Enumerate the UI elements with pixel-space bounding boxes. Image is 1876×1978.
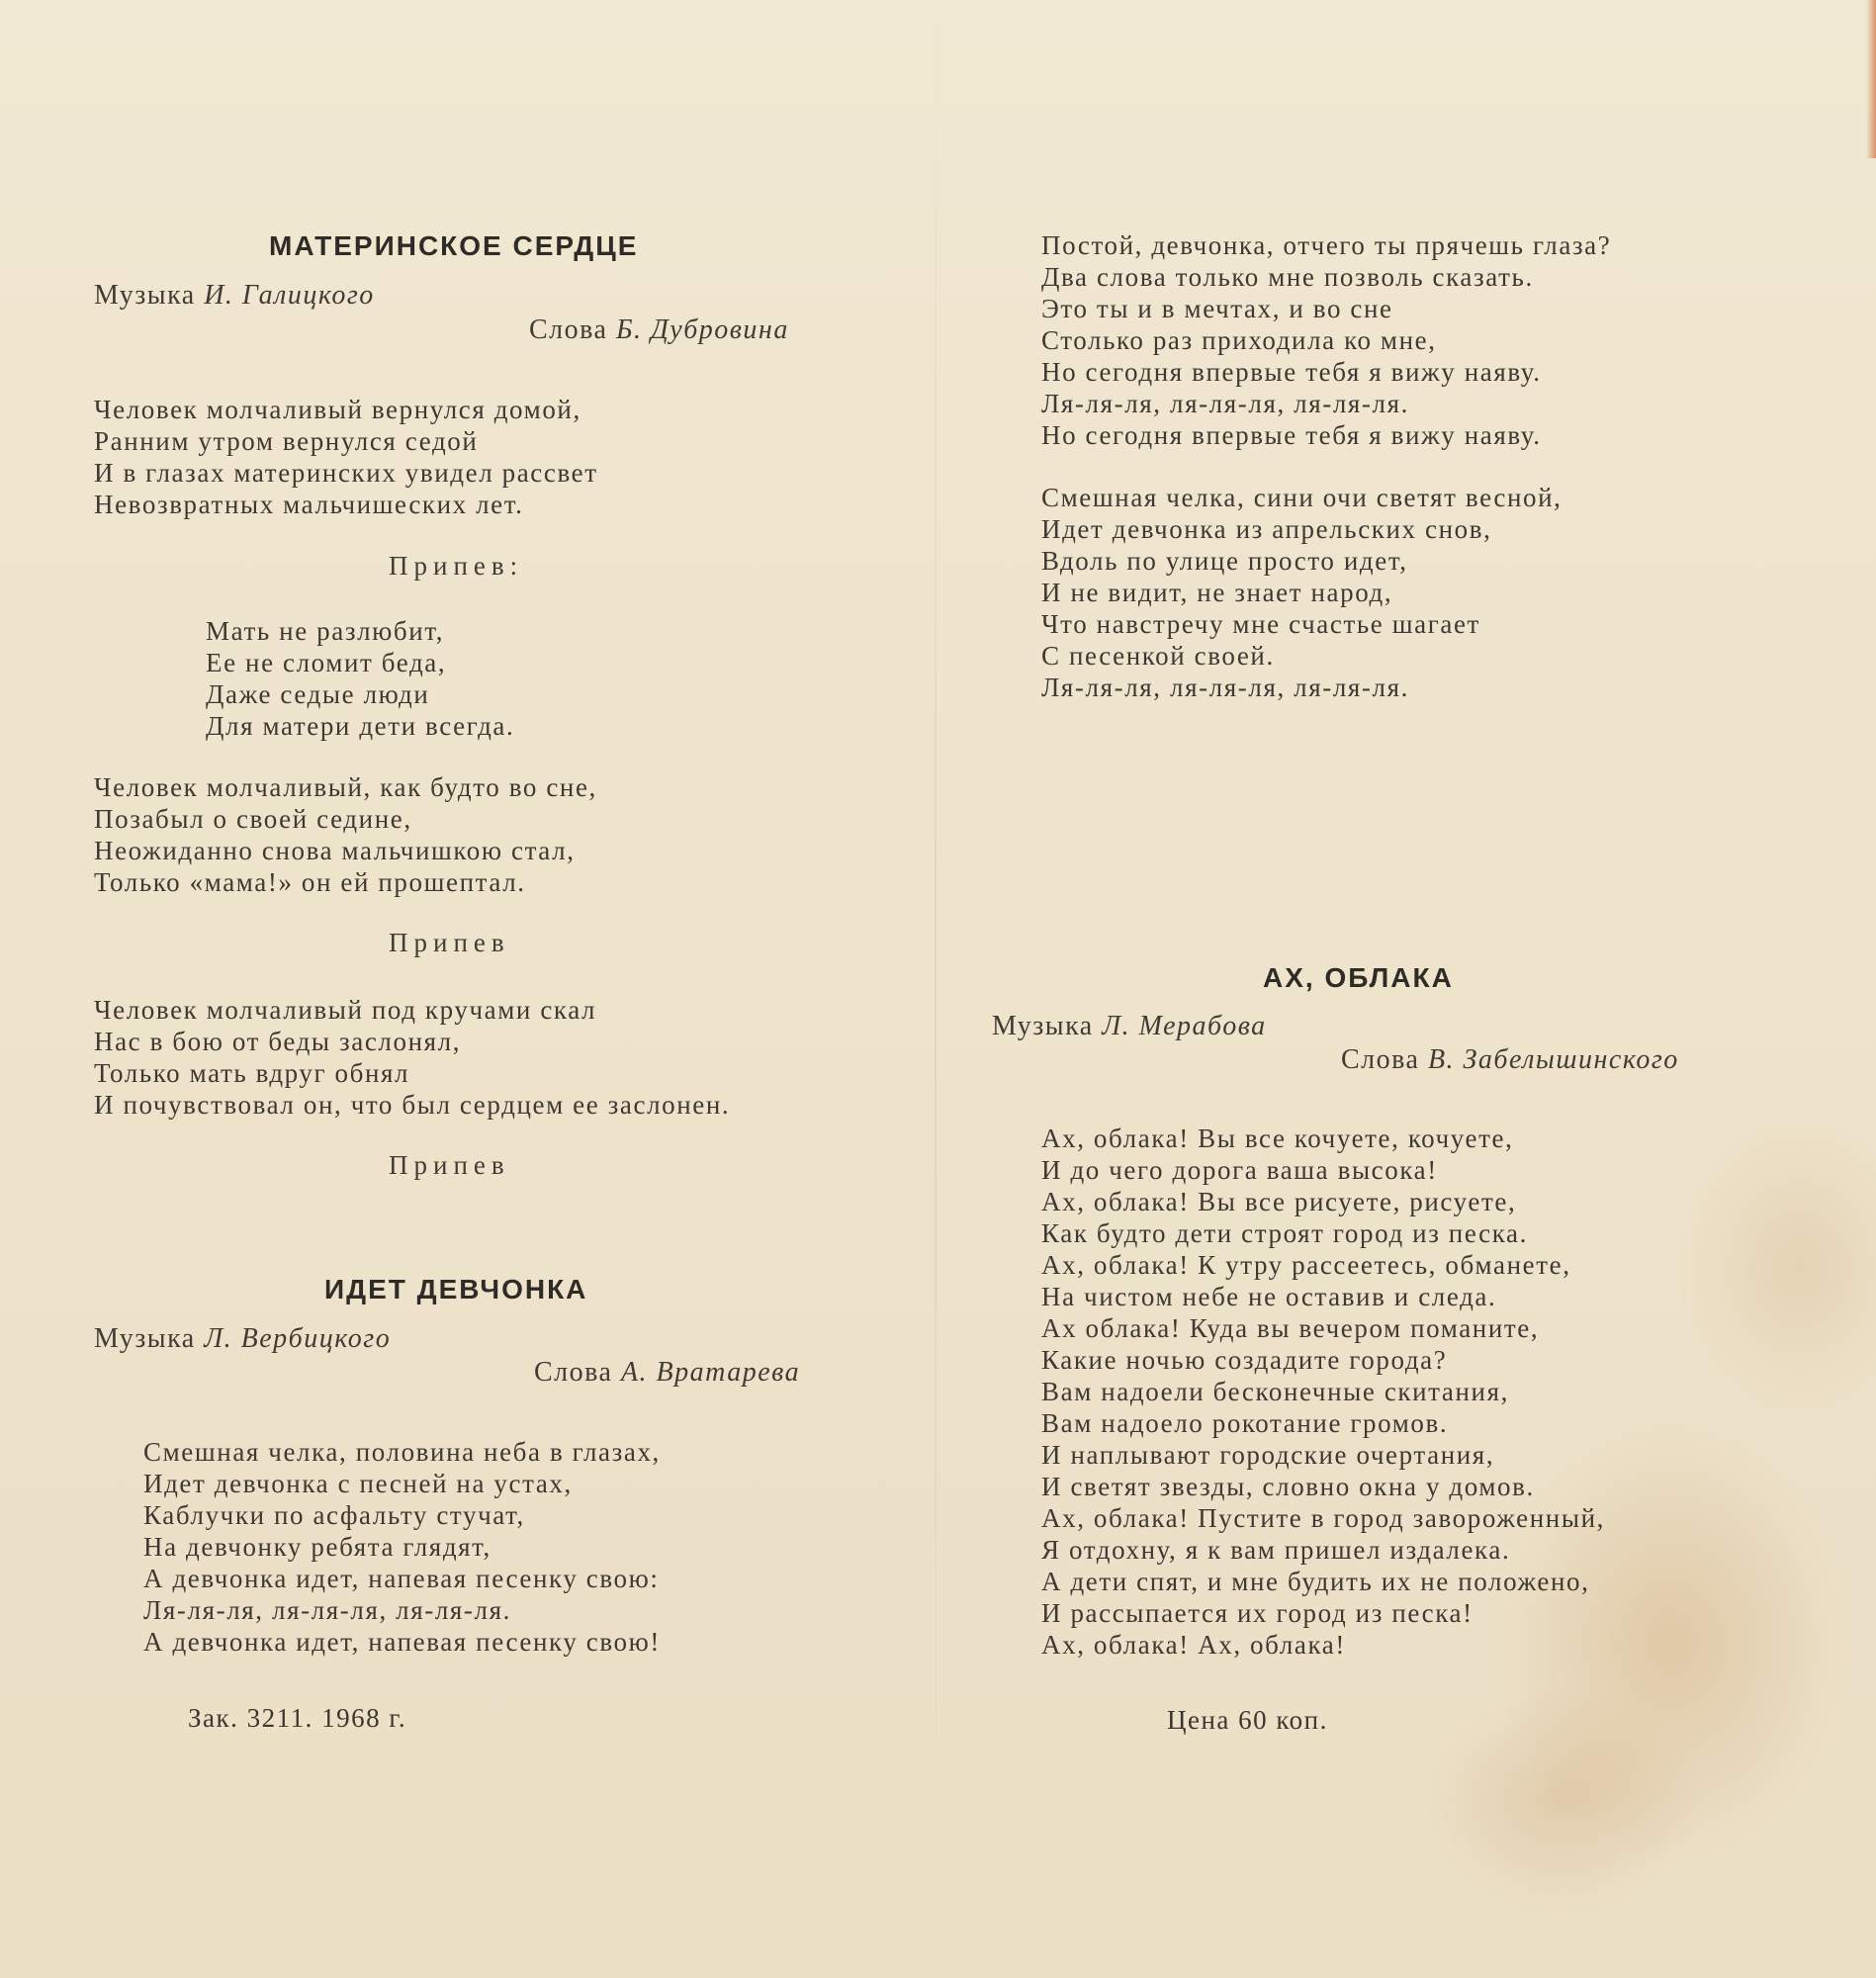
chorus-line: Мать не разлюбит, — [206, 616, 445, 646]
center-fold — [935, 0, 937, 1978]
refrain-label: Припев — [389, 928, 510, 957]
verse-line: Ля-ля-ля, ля-ля-ля, ля-ля-ля. — [1041, 389, 1409, 418]
verse-line: Невозвратных мальчишеских лет. — [94, 490, 524, 519]
verse-line: Ах облака! Куда вы вечером поманите, — [1041, 1313, 1540, 1343]
song-title-girl-walks: ИДЕТ ДЕВЧОНКА — [324, 1274, 588, 1304]
composer-name: Л. Вербицкого — [204, 1323, 392, 1354]
verse-line: А дети спят, и мне будить их не положено, — [1041, 1567, 1590, 1596]
verse-line: Каблучки по асфальту стучат, — [143, 1500, 525, 1530]
verse-line: Постой, девчонка, отчего ты прячешь глаза? — [1041, 230, 1612, 260]
verse-line: Столько раз приходила ко мне, — [1041, 325, 1437, 355]
words-credit-mother-heart — [529, 315, 789, 346]
words-label: Слова — [529, 315, 608, 345]
verse-line: Только мать вдруг обнял — [94, 1058, 410, 1088]
chorus-mother-heart — [206, 615, 514, 742]
verse-line: Но сегодня впервые тебя я вижу наяву. — [1041, 420, 1542, 450]
verse-line: Человек молчаливый, как будто во сне, — [94, 772, 597, 802]
verse-line: Ах, облака! Вы все рисуете, рисуете, — [1041, 1187, 1517, 1216]
verse-line: Как будто дети строят город из песка. — [1041, 1218, 1528, 1248]
verse-line: С песенкой своей. — [1041, 641, 1275, 671]
chorus-line: Ее не сломит беда, — [206, 648, 447, 677]
verse-line: Это ты и в мечтах, и во сне — [1041, 294, 1393, 323]
verse-line: Ах, облака! Вы все кочуете, кочуете, — [1041, 1124, 1514, 1153]
verse-line: Смешная челка, сини очи светят весной, — [1041, 483, 1563, 512]
music-label: Музыка — [992, 1011, 1094, 1041]
verse-line: Ах, облака! К утру рассеетесь, обманете, — [1041, 1250, 1571, 1280]
verse-line: Какие ночью создадите города? — [1041, 1345, 1448, 1375]
verse-line: И светят звезды, словно окна у домов. — [1041, 1472, 1535, 1501]
verse-1-mother-heart — [94, 394, 598, 520]
verse-clouds — [1041, 1123, 1605, 1661]
song-title-mother-heart: МАТЕРИНСКОЕ СЕРДЦЕ — [269, 230, 639, 261]
music-credit-mother-heart — [94, 280, 375, 312]
refrain-label: Припев: — [389, 551, 524, 581]
order-info: Зак. 3211. 1968 г. — [188, 1703, 407, 1733]
verse-line: Ля-ля-ля, ля-ля-ля, ля-ля-ля. — [1041, 673, 1409, 702]
words-label: Слова — [534, 1357, 613, 1388]
composer-name: И. Галицкого — [204, 280, 375, 311]
music-credit-girl-walks — [94, 1323, 391, 1355]
verse-line: Идет девчонка с песней на устах, — [143, 1469, 573, 1498]
verse-line: И до чего дорога ваша высока! — [1041, 1155, 1438, 1185]
verse-line: Нас в бою от беды заслонял, — [94, 1027, 462, 1056]
verse-1-girl-walks — [143, 1436, 661, 1658]
music-label: Музыка — [94, 280, 196, 311]
verse-2-mother-heart — [94, 771, 597, 898]
lyricist-name: А. Вратарева — [620, 1357, 801, 1388]
words-credit-girl-walks — [534, 1357, 800, 1389]
verse-line: На чистом небе не оставив и следа. — [1041, 1282, 1497, 1311]
verse-line: Ах, облака! Пустите в город завороженный, — [1041, 1503, 1605, 1533]
cover-edge — [1866, 0, 1876, 158]
verse-3-girl-walks — [1041, 482, 1563, 703]
song-title-clouds: АХ, ОБЛАКА — [1263, 962, 1454, 993]
verse-line: Вдоль по улице просто идет, — [1041, 546, 1408, 576]
verse-line: И в глазах материнских увидел рассвет — [94, 458, 598, 488]
music-label: Музыка — [94, 1323, 196, 1354]
verse-line: Два слова только мне позволь сказать. — [1041, 262, 1534, 292]
verse-line: Но сегодня впервые тебя я вижу наяву. — [1041, 357, 1542, 387]
verse-line: На девчонку ребята глядят, — [143, 1532, 491, 1562]
verse-line: И наплывают городские очертания, — [1041, 1440, 1495, 1470]
chorus-line: Для матери дети всегда. — [206, 711, 515, 741]
verse-line: Человек молчаливый под кручами скал — [94, 995, 597, 1025]
verse-line: Идет девчонка из апрельских снов, — [1041, 514, 1492, 544]
verse-line: Ля-ля-ля, ля-ля-ля, ля-ля-ля. — [143, 1595, 511, 1625]
verse-line: Человек молчаливый вернулся домой, — [94, 395, 581, 424]
verse-line: Вам надоели бесконечные скитания, — [1041, 1377, 1509, 1406]
verse-line: И не видит, не знает народ, — [1041, 578, 1393, 607]
verse-line: Я отдохну, я к вам пришел издалека. — [1041, 1535, 1511, 1565]
price-info: Цена 60 коп. — [1167, 1705, 1328, 1735]
verse-2-girl-walks — [1041, 229, 1611, 451]
words-credit-clouds — [1341, 1044, 1679, 1076]
lyricist-name: Б. Дубровина — [615, 315, 789, 345]
verse-3-mother-heart — [94, 994, 730, 1121]
verse-line: А девчонка идет, напевая песенку свою: — [143, 1564, 660, 1593]
verse-line: А девчонка идет, напевая песенку свою! — [143, 1627, 662, 1657]
verse-line: Что навстречу мне счастье шагает — [1041, 609, 1480, 639]
verse-line: Ранним утром вернулся седой — [94, 426, 479, 456]
verse-line: Позабыл о своей седине, — [94, 804, 412, 834]
verse-line: Неожиданно снова мальчишкою стал, — [94, 836, 576, 865]
refrain-label: Припев — [389, 1150, 510, 1180]
verse-line: И рассыпается их город из песка! — [1041, 1598, 1474, 1628]
verse-line: Вам надоело рокотание громов. — [1041, 1408, 1449, 1438]
verse-line: Смешная челка, половина неба в глазах, — [143, 1437, 661, 1467]
chorus-line: Даже седые люди — [206, 679, 430, 709]
lyricist-name: В. Забелышинского — [1427, 1044, 1679, 1075]
verse-line: И почувствовал он, что был сердцем ее заслонен. — [94, 1090, 731, 1120]
words-label: Слова — [1341, 1044, 1420, 1075]
verse-line: Ах, облака! Ах, облака! — [1041, 1630, 1346, 1660]
music-credit-clouds — [992, 1011, 1267, 1042]
composer-name: Л. Мерабова — [1102, 1011, 1267, 1041]
verse-line: Только «мама!» он ей прошептал. — [94, 867, 526, 897]
